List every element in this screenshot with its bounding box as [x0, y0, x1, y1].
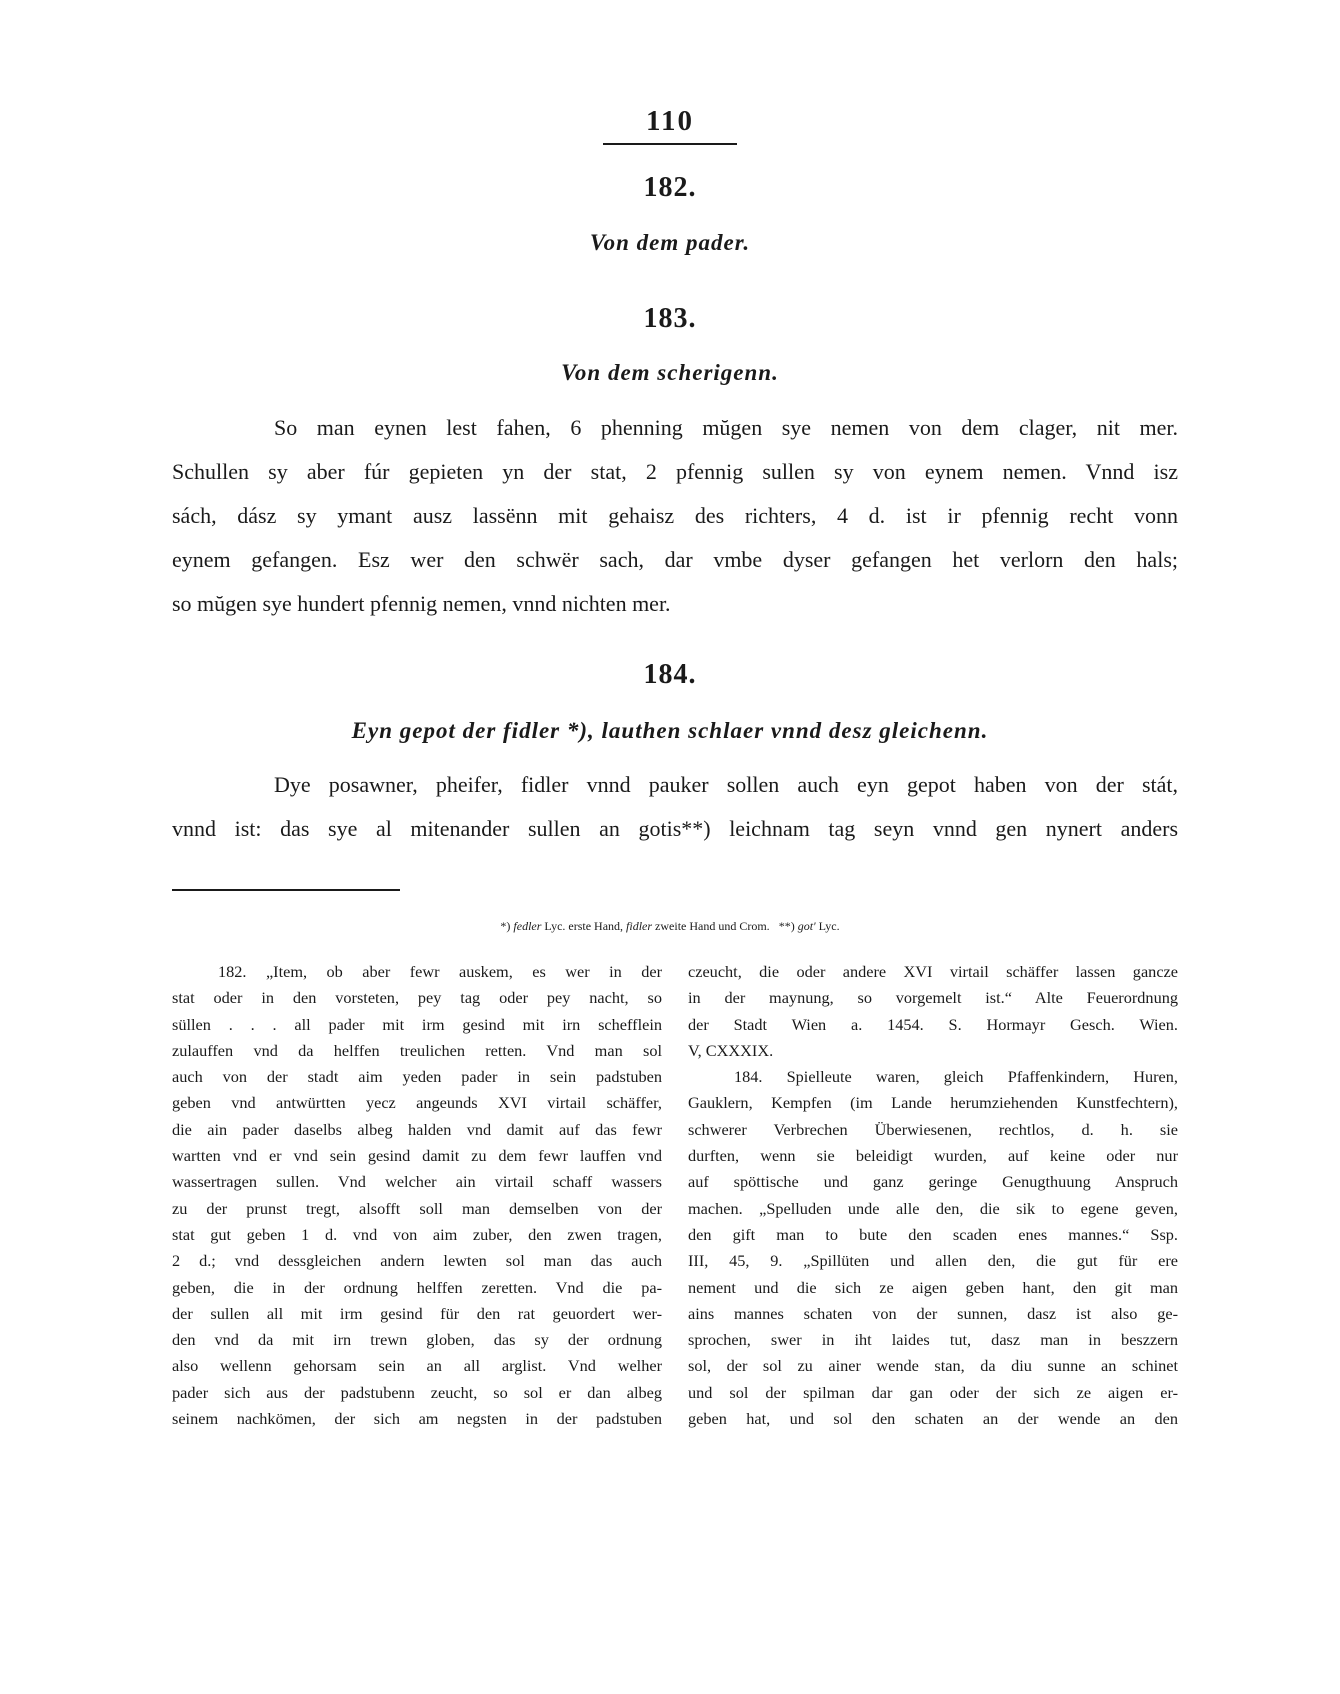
- section-182-number: 182.: [643, 172, 697, 203]
- commentary-line: seinem nachkömen, der sich am negsten in der padstuben: [172, 1409, 662, 1429]
- section-183-text: [172, 406, 1178, 626]
- commentary-line: stat oder in den vorsteten, pey tag oder pey nacht, so: [172, 988, 662, 1008]
- text-line: vnnd ist: das sye al mitenander sullen an gotis**) leichnam tag seyn vnnd gen nynert anders: [172, 816, 1178, 841]
- footnote-1-source: Lyc. erste Hand,: [544, 919, 624, 933]
- commentary-line: durften, wenn sie beleidigt wurden, auf keine oder nur: [688, 1146, 1178, 1166]
- commentary-line: III, 45, 9. „Spillüten und allen den, die gut für ere: [688, 1251, 1178, 1271]
- text-line: Dye posawner, pheifer, fidler vnnd pauker sollen auch eyn gepot haben von der stát,: [274, 772, 1178, 797]
- commentary-line: also wellenn gehorsam sein an all arglist. Vnd welher: [172, 1356, 662, 1376]
- commentary-line: 2 d.; vnd dessgleichen andern lewten sol man das auch: [172, 1251, 662, 1271]
- section-184-text: [172, 763, 1178, 851]
- commentary-line: süllen . . . all pader mit irm gesind mit irn schefflein: [172, 1014, 662, 1034]
- commentary-line: wassertragen sullen. Vnd welcher ain virtail schaff wassers: [172, 1172, 662, 1192]
- text-line: Schullen sy aber fúr gepieten yn der stat, 2 pfennig sullen sy von eynem nemen. Vnnd isz: [172, 459, 1178, 484]
- commentary-line: stat gut geben 1 d. vnd von aim zuber, den zwen tragen,: [172, 1224, 662, 1244]
- section-182-title: Von dem pader.: [589, 230, 751, 255]
- commentary-line: geben, die in der ordnung helffen zeretten. Vnd die pa-: [172, 1277, 662, 1297]
- footnote-rule: [172, 889, 400, 891]
- section-184-title: Eyn gepot der fidler *), lauthen schlaer vnnd desz gleichenn.: [351, 718, 989, 743]
- commentary-line: 184. Spielleute waren, gleich Pfaffenkindern, Huren,: [734, 1067, 1178, 1087]
- commentary-line: auch von der stadt aim yeden pader in sein padstuben: [172, 1067, 662, 1087]
- text-line: sách, dász sy ymant ausz lassënn mit gehaisz des richters, 4 d. ist ir pfennig recht vonn: [172, 503, 1178, 528]
- commentary-line: den vnd da mit irn trewn globen, das sy der ordnung: [172, 1330, 662, 1350]
- footnote-1-variant: fedler: [513, 919, 542, 933]
- footnotes: [0, 919, 1340, 934]
- commentary-line: der Stadt Wien a. 1454. S. Hormayr Gesch. Wien.: [688, 1014, 1178, 1034]
- commentary-line: V, CXXXIX.: [688, 1040, 774, 1060]
- commentary-left-column: [172, 959, 662, 1432]
- text-line: so mŭgen sye hundert pfennig nemen, vnnd nichten mer.: [172, 591, 671, 616]
- commentary-line: die ain pader daselbs albeg halden vnd damit auf das fewr: [172, 1119, 662, 1139]
- footnote-2-mark: **): [778, 919, 795, 933]
- footnote-1-variant-2: fidler: [626, 919, 653, 933]
- commentary-line: und sol der spilman dar gan oder der sich ze aigen er-: [688, 1382, 1178, 1402]
- commentary-line: den gift man to bute den scaden enes mannes.“ Ssp.: [688, 1224, 1178, 1244]
- footnote-1-mark: *): [500, 919, 511, 933]
- commentary-line: auf spöttische und ganz geringe Genugthuung Anspruch: [688, 1172, 1178, 1192]
- commentary-line: sprochen, swer in iht laides tut, dasz man in beszzern: [688, 1330, 1178, 1350]
- commentary-line: der sullen all mit irm gesind für den rat geuordert wer-: [172, 1303, 662, 1323]
- commentary-line: geben hat, und sol den schaten an der wende an den: [688, 1409, 1178, 1429]
- commentary-line: zu der prunst tregt, alsofft soll man demselben von der: [172, 1198, 662, 1218]
- commentary-line: machen. „Spelluden unde alle den, die sik to egene geven,: [688, 1198, 1178, 1218]
- page-number: 110: [646, 105, 694, 137]
- commentary-line: ains mannes schaten von der sunnen, dasz ist also ge-: [688, 1303, 1178, 1323]
- commentary-line: nement und die sich ze aigen geben hant, den git man: [688, 1277, 1178, 1297]
- commentary-line: wartten vnd er vnd sein gesind damit zu dem fewr lauffen vnd: [172, 1146, 662, 1166]
- footnote-1-source-2: zweite Hand und Crom.: [655, 919, 770, 933]
- commentary-right-column: [688, 959, 1178, 1432]
- commentary-line: Gauklern, Kempfen (im Lande herumziehenden Kunstfechtern),: [688, 1093, 1178, 1113]
- commentary-line: geben vnd antwürtten yecz angeunds XVI virtail schäffer,: [172, 1093, 662, 1113]
- text-line: eynem gefangen. Esz wer den schwër sach, dar vmbe dyser gefangen het verlorn den hals;: [172, 547, 1178, 572]
- section-184-number: 184.: [643, 659, 697, 690]
- commentary-line: sol, der sol zu ainer wende stan, da diu sunne an schinet: [688, 1356, 1178, 1376]
- text-line: So man eynen lest fahen, 6 phenning mŭgen sye nemen von dem clager, nit mer.: [274, 415, 1178, 440]
- footnote-2-source: Lyc.: [818, 919, 840, 933]
- commentary-line: pader sich aus der padstubenn zeucht, so sol er dan albeg: [172, 1382, 662, 1402]
- page-number-rule: [603, 143, 737, 145]
- footnote-2-variant: got': [797, 919, 816, 933]
- section-183-number: 183.: [643, 303, 697, 334]
- commentary-line: 182. „Item, ob aber fewr auskem, es wer in der: [218, 962, 662, 981]
- commentary-line: schwerer Verbrechen Überwiesenen, rechtlos, d. h. sie: [688, 1119, 1178, 1139]
- commentary-line: zulauffen vnd da helffen treulichen retten. Vnd man sol: [172, 1040, 662, 1060]
- commentary-line: in der maynung, so vorgemelt ist.“ Alte Feuerordnung: [688, 988, 1178, 1008]
- section-183-title: Von dem scherigenn.: [561, 360, 779, 385]
- commentary-line: czeucht, die oder andere XVI virtail schäffer lassen gancze: [688, 962, 1178, 981]
